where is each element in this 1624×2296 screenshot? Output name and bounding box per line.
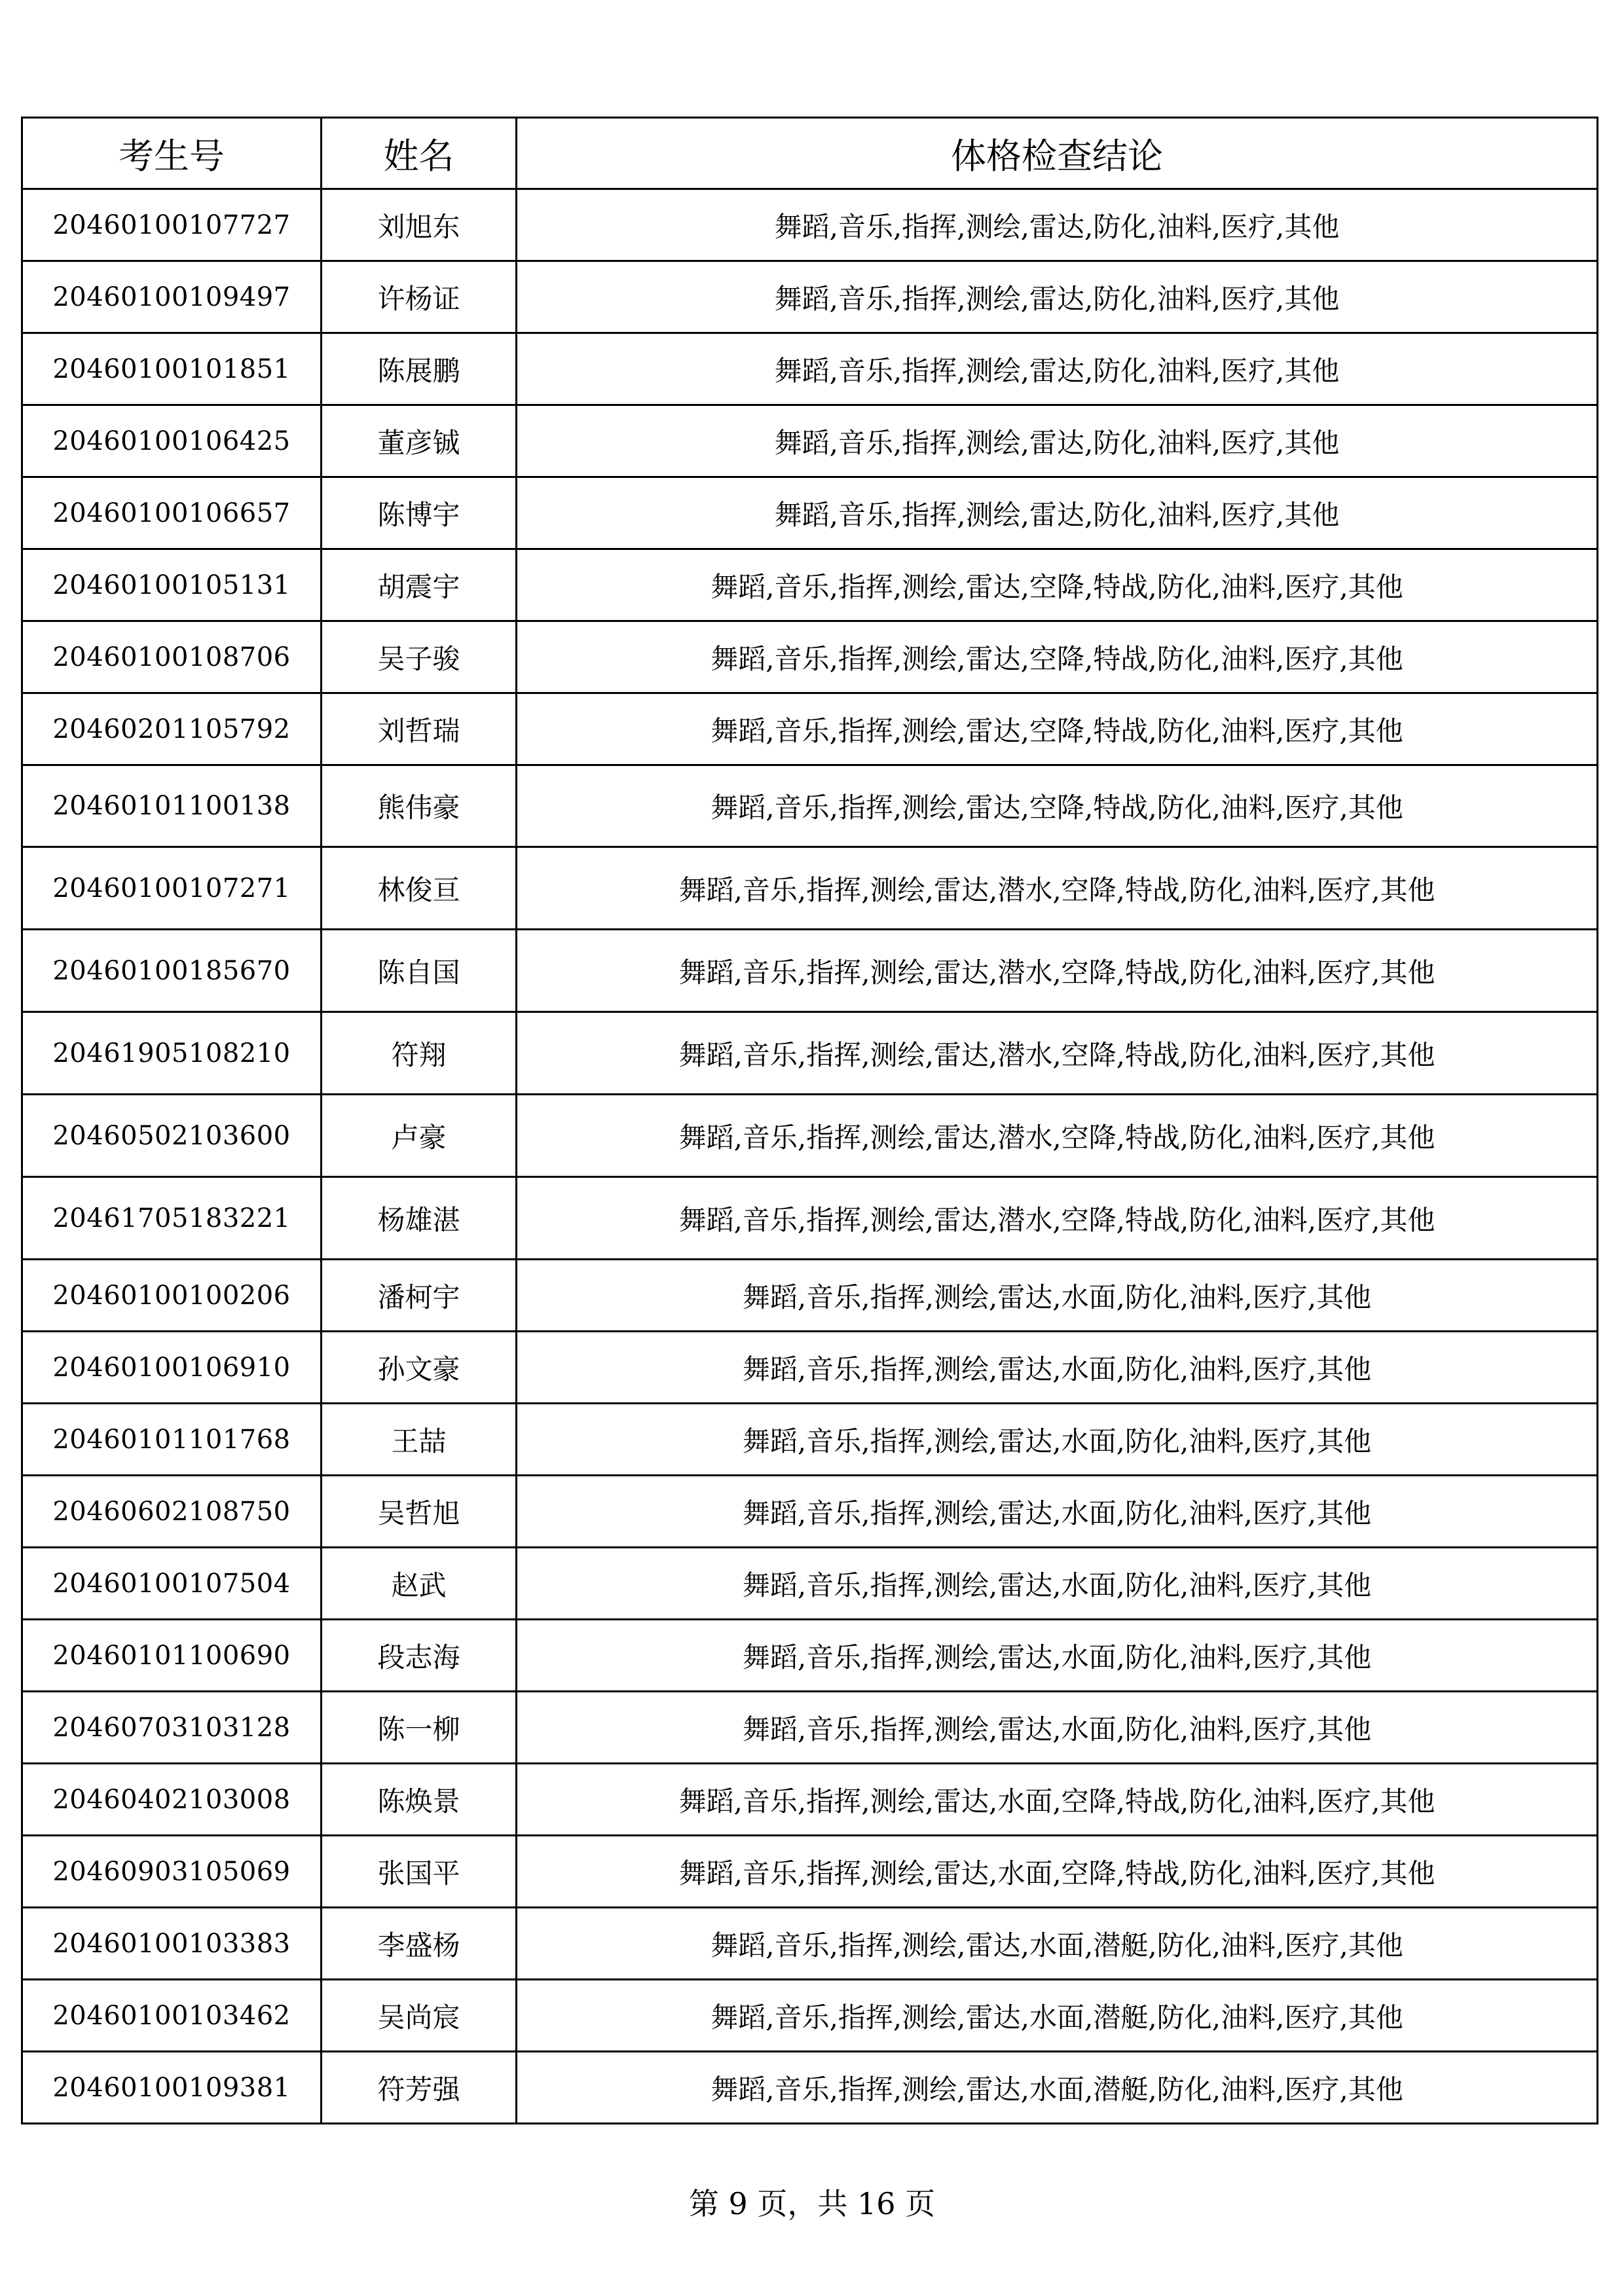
student-name-cell: 陈自国 [322, 930, 517, 1012]
student-name-cell: 段志海 [322, 1620, 517, 1692]
student-name-cell: 董彦铖 [322, 405, 517, 477]
exam-result-cell: 舞蹈,音乐,指挥,测绘,雷达,空降,特战,防化,油料,医疗,其他 [517, 621, 1598, 693]
exam-result-cell: 舞蹈,音乐,指挥,测绘,雷达,水面,空降,特战,防化,油料,医疗,其他 [517, 1764, 1598, 1836]
table-row [22, 1548, 1598, 1620]
exam-result-cell: 舞蹈,音乐,指挥,测绘,雷达,空降,特战,防化,油料,医疗,其他 [517, 549, 1598, 621]
student-name-cell: 陈展鹏 [322, 333, 517, 405]
exam-id-cell: 20461705183221 [22, 1177, 322, 1260]
exam-result-cell: 舞蹈,音乐,指挥,测绘,雷达,防化,油料,医疗,其他 [517, 405, 1598, 477]
exam-result-cell: 舞蹈,音乐,指挥,测绘,雷达,水面,防化,油料,医疗,其他 [517, 1404, 1598, 1476]
student-name-cell: 孙文豪 [322, 1332, 517, 1404]
student-name-cell: 吴尚宸 [322, 1980, 517, 2052]
student-name-cell: 陈一柳 [322, 1692, 517, 1764]
exam-result-cell: 舞蹈,音乐,指挥,测绘,雷达,水面,防化,油料,医疗,其他 [517, 1620, 1598, 1692]
table-row [22, 1332, 1598, 1404]
exam-id-cell: 20460100106657 [22, 477, 322, 549]
student-name-cell: 熊伟豪 [322, 765, 517, 847]
student-name-cell: 卢豪 [322, 1095, 517, 1177]
exam-id-cell: 20460100107271 [22, 847, 322, 930]
exam-result-cell: 舞蹈,音乐,指挥,测绘,雷达,水面,防化,油料,医疗,其他 [517, 1692, 1598, 1764]
table-row [22, 189, 1598, 261]
student-name-cell: 吴子骏 [322, 621, 517, 693]
exam-result-cell: 舞蹈,音乐,指挥,测绘,雷达,水面,防化,油料,医疗,其他 [517, 1548, 1598, 1620]
exam-result-cell: 舞蹈,音乐,指挥,测绘,雷达,潜水,空降,特战,防化,油料,医疗,其他 [517, 1012, 1598, 1095]
table-row [22, 765, 1598, 847]
exam-result-cell: 舞蹈,音乐,指挥,测绘,雷达,潜水,空降,特战,防化,油料,医疗,其他 [517, 1095, 1598, 1177]
exam-id-cell: 20460100103462 [22, 1980, 322, 2052]
student-name-cell: 刘哲瑞 [322, 693, 517, 765]
table-row [22, 1404, 1598, 1476]
exam-id-cell: 20460100101851 [22, 333, 322, 405]
exam-id-cell: 20460100105131 [22, 549, 322, 621]
exam-result-cell: 舞蹈,音乐,指挥,测绘,雷达,潜水,空降,特战,防化,油料,医疗,其他 [517, 847, 1598, 930]
student-name-cell: 符芳强 [322, 2052, 517, 2124]
header-exam-id: 考生号 [22, 118, 322, 189]
exam-id-cell: 20460101100138 [22, 765, 322, 847]
student-name-cell: 林俊亘 [322, 847, 517, 930]
table-row [22, 1095, 1598, 1177]
exam-id-cell: 20460100108706 [22, 621, 322, 693]
exam-id-cell: 20460100109497 [22, 261, 322, 333]
header-exam-result: 体格检查结论 [517, 118, 1598, 189]
table-row [22, 261, 1598, 333]
exam-result-cell: 舞蹈,音乐,指挥,测绘,雷达,水面,空降,特战,防化,油料,医疗,其他 [517, 1836, 1598, 1908]
table-row [22, 405, 1598, 477]
exam-result-cell: 舞蹈,音乐,指挥,测绘,雷达,水面,潜艇,防化,油料,医疗,其他 [517, 2052, 1598, 2124]
table-header-row [22, 118, 1598, 189]
student-name-cell: 陈博宇 [322, 477, 517, 549]
exam-result-cell: 舞蹈,音乐,指挥,测绘,雷达,防化,油料,医疗,其他 [517, 261, 1598, 333]
table-row [22, 693, 1598, 765]
exam-result-cell: 舞蹈,音乐,指挥,测绘,雷达,水面,防化,油料,医疗,其他 [517, 1260, 1598, 1332]
exam-id-cell: 20460502103600 [22, 1095, 322, 1177]
table-row [22, 1980, 1598, 2052]
exam-id-cell: 20461905108210 [22, 1012, 322, 1095]
student-name-cell: 陈焕景 [322, 1764, 517, 1836]
table-row [22, 549, 1598, 621]
exam-id-cell: 20460100100206 [22, 1260, 322, 1332]
exam-id-cell: 20460703103128 [22, 1692, 322, 1764]
table-row [22, 1177, 1598, 1260]
table-row [22, 1908, 1598, 1980]
student-name-cell: 吴哲旭 [322, 1476, 517, 1548]
exam-id-cell: 20460101100690 [22, 1620, 322, 1692]
student-name-cell: 许杨证 [322, 261, 517, 333]
header-name: 姓名 [322, 118, 517, 189]
student-name-cell: 符翔 [322, 1012, 517, 1095]
exam-id-cell: 20460100106910 [22, 1332, 322, 1404]
table-row [22, 621, 1598, 693]
student-name-cell: 赵武 [322, 1548, 517, 1620]
student-name-cell: 胡震宇 [322, 549, 517, 621]
exam-result-cell: 舞蹈,音乐,指挥,测绘,雷达,水面,防化,油料,医疗,其他 [517, 1476, 1598, 1548]
table-row [22, 930, 1598, 1012]
student-name-cell: 杨雄湛 [322, 1177, 517, 1260]
table-row [22, 1012, 1598, 1095]
exam-result-cell: 舞蹈,音乐,指挥,测绘,雷达,空降,特战,防化,油料,医疗,其他 [517, 693, 1598, 765]
physical-exam-results-table [21, 117, 1598, 2124]
exam-result-cell: 舞蹈,音乐,指挥,测绘,雷达,潜水,空降,特战,防化,油料,医疗,其他 [517, 930, 1598, 1012]
exam-result-cell: 舞蹈,音乐,指挥,测绘,雷达,防化,油料,医疗,其他 [517, 333, 1598, 405]
exam-id-cell: 20460201105792 [22, 693, 322, 765]
student-name-cell: 张国平 [322, 1836, 517, 1908]
exam-result-cell: 舞蹈,音乐,指挥,测绘,雷达,水面,潜艇,防化,油料,医疗,其他 [517, 1908, 1598, 1980]
exam-id-cell: 20460100106425 [22, 405, 322, 477]
exam-result-cell: 舞蹈,音乐,指挥,测绘,雷达,潜水,空降,特战,防化,油料,医疗,其他 [517, 1177, 1598, 1260]
exam-result-cell: 舞蹈,音乐,指挥,测绘,雷达,水面,潜艇,防化,油料,医疗,其他 [517, 1980, 1598, 2052]
student-name-cell: 潘柯宇 [322, 1260, 517, 1332]
student-name-cell: 刘旭东 [322, 189, 517, 261]
table-row [22, 847, 1598, 930]
student-name-cell: 王喆 [322, 1404, 517, 1476]
table-row [22, 333, 1598, 405]
exam-result-cell: 舞蹈,音乐,指挥,测绘,雷达,防化,油料,医疗,其他 [517, 477, 1598, 549]
exam-id-cell: 20460100107504 [22, 1548, 322, 1620]
table-body [22, 189, 1598, 2124]
exam-id-cell: 20460100103383 [22, 1908, 322, 1980]
exam-id-cell: 20460100109381 [22, 2052, 322, 2124]
exam-id-cell: 20460402103008 [22, 1764, 322, 1836]
student-name-cell: 李盛杨 [322, 1908, 517, 1980]
table-row [22, 1764, 1598, 1836]
exam-result-cell: 舞蹈,音乐,指挥,测绘,雷达,空降,特战,防化,油料,医疗,其他 [517, 765, 1598, 847]
exam-id-cell: 20460903105069 [22, 1836, 322, 1908]
table-row [22, 1260, 1598, 1332]
table-row [22, 2052, 1598, 2124]
table-row [22, 477, 1598, 549]
exam-id-cell: 20460602108750 [22, 1476, 322, 1548]
exam-id-cell: 20460100107727 [22, 189, 322, 261]
table-row [22, 1620, 1598, 1692]
table-row [22, 1692, 1598, 1764]
page-number: 第 9 页，共 16 页 [688, 2186, 936, 2221]
exam-result-cell: 舞蹈,音乐,指挥,测绘,雷达,防化,油料,医疗,其他 [517, 189, 1598, 261]
table-row [22, 1476, 1598, 1548]
table-row [22, 1836, 1598, 1908]
exam-result-cell: 舞蹈,音乐,指挥,测绘,雷达,水面,防化,油料,医疗,其他 [517, 1332, 1598, 1404]
exam-id-cell: 20460101101768 [22, 1404, 322, 1476]
exam-id-cell: 20460100185670 [22, 930, 322, 1012]
